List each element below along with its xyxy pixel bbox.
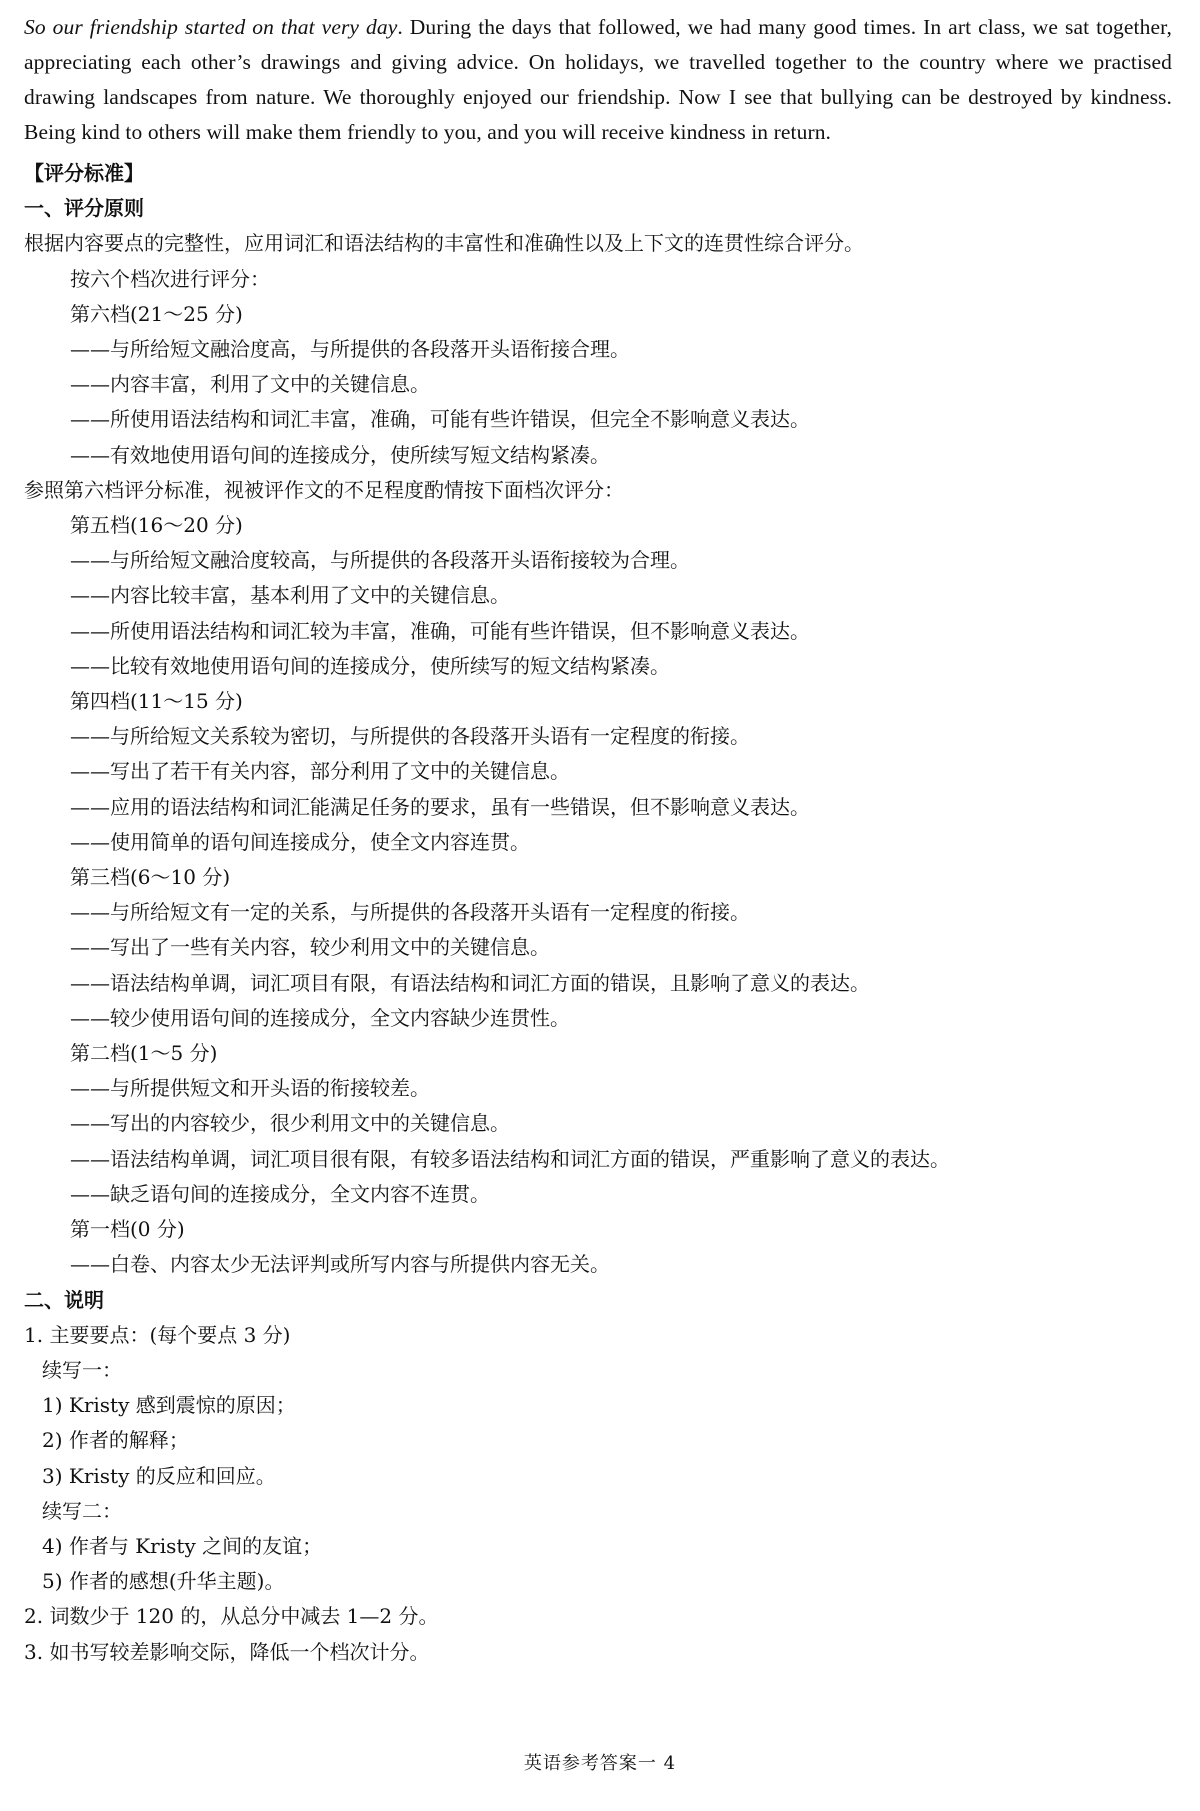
level1-block bbox=[24, 1212, 1172, 1282]
continuation1-label: 续写一： bbox=[42, 1357, 122, 1382]
section2-title: 二、说明 bbox=[24, 1287, 104, 1312]
criterion-item: ——语法结构单调，词汇项目有限，有语法结构和词汇方面的错误，且影响了意义的表达。 bbox=[70, 970, 870, 995]
continuation2-label: 续写二： bbox=[42, 1498, 122, 1523]
passage-italic-lead: So our friendship started on that very day bbox=[24, 15, 398, 39]
criterion-item: ——有效地使用语句间的连接成分，使所续写短文结构紧凑。 bbox=[70, 442, 610, 467]
continuation-passage bbox=[24, 10, 1172, 150]
key-point: 3) Kristy 的反应和回应。 bbox=[42, 1463, 276, 1488]
criterion-item: ——写出了一些有关内容，较少利用文中的关键信息。 bbox=[70, 935, 550, 960]
note-word-count: 2. 词数少于 120 的，从总分中减去 1—2 分。 bbox=[24, 1604, 439, 1629]
level-title: 第四档(11～15 分) bbox=[70, 689, 243, 714]
level4-block bbox=[24, 684, 1172, 860]
criterion-item: ——使用简单的语句间连接成分，使全文内容连贯。 bbox=[70, 829, 530, 854]
level6-block bbox=[24, 297, 1172, 473]
level-title: 第五档(16～20 分) bbox=[70, 513, 243, 538]
page-footer: 英语参考答案一 4 bbox=[523, 1753, 677, 1774]
key-point: 4) 作者与 Kristy 之间的友谊； bbox=[42, 1533, 323, 1558]
criterion-item: ——与所给短文融洽度较高，与所提供的各段落开头语衔接较为合理。 bbox=[70, 548, 690, 573]
criterion-item: ——缺乏语句间的连接成分，全文内容不连贯。 bbox=[70, 1181, 490, 1206]
reference-note: 参照第六档评分标准，视被评作文的不足程度酌情按下面档次评分： bbox=[24, 477, 624, 502]
section1-title: 一、评分原则 bbox=[24, 196, 144, 221]
passage-body: . During the days that followed, we had many good times. In art class, we sat together, appreciating each other’s drawings and giving advice. On holidays, we travelled together to the country where we practised drawing landscapes from nature. We thoroughly enjoyed our friendship. Now I see that bullying can be destroyed by kindness. Being kind to others will make them friendly to you, and you will receive kindness in return. bbox=[24, 15, 1172, 144]
criterion-item: ——与所给短文有一定的关系，与所提供的各段落开头语有一定程度的衔接。 bbox=[70, 900, 750, 925]
criterion-item: ——语法结构单调，词汇项目很有限，有较多语法结构和词汇方面的错误，严重影响了意义的表达。 bbox=[70, 1146, 950, 1171]
level2-block bbox=[24, 1036, 1172, 1212]
level-title: 第一档(0 分) bbox=[70, 1217, 185, 1242]
key-point: 5) 作者的感想(升华主题)。 bbox=[42, 1569, 285, 1594]
note-main-points: 1. 主要要点：(每个要点 3 分) bbox=[24, 1322, 291, 1347]
criterion-item: ——写出了若干有关内容，部分利用了文中的关键信息。 bbox=[70, 759, 570, 784]
level-title: 第二档(1～5 分) bbox=[70, 1041, 218, 1066]
level3-block bbox=[24, 860, 1172, 1036]
scoring-heading: 【评分标准】 bbox=[24, 161, 144, 185]
scoring-principle: 根据内容要点的完整性，应用词汇和语法结构的丰富性和准确性以及上下文的连贯性综合评分。 bbox=[24, 231, 864, 256]
criterion-item: ——比较有效地使用语句间的连接成分，使所续写的短文结构紧凑。 bbox=[70, 653, 670, 678]
key-point: 2) 作者的解释； bbox=[42, 1428, 189, 1453]
level5-block bbox=[24, 508, 1172, 684]
criterion-item: ——内容比较丰富，基本利用了文中的关键信息。 bbox=[70, 583, 510, 608]
criterion-item: ——与所给短文关系较为密切，与所提供的各段落开头语有一定程度的衔接。 bbox=[70, 724, 750, 749]
criterion-item: ——所使用语法结构和词汇较为丰富，准确，可能有些许错误，但不影响意义表达。 bbox=[70, 618, 810, 643]
criterion-item: ——白卷、内容太少无法评判或所写内容与所提供内容无关。 bbox=[70, 1252, 610, 1277]
six-levels-intro: 按六个档次进行评分： bbox=[70, 266, 270, 291]
criterion-item: ——内容丰富，利用了文中的关键信息。 bbox=[70, 372, 430, 397]
criterion-item: ——应用的语法结构和词汇能满足任务的要求，虽有一些错误，但不影响意义表达。 bbox=[70, 794, 810, 819]
criterion-item: ——写出的内容较少，很少利用文中的关键信息。 bbox=[70, 1111, 510, 1136]
criterion-item: ——与所提供短文和开头语的衔接较差。 bbox=[70, 1076, 430, 1101]
level-title: 第三档(6～10 分) bbox=[70, 865, 231, 890]
note-handwriting: 3. 如书写较差影响交际，降低一个档次计分。 bbox=[24, 1639, 430, 1664]
key-point: 1) Kristy 感到震惊的原因； bbox=[42, 1393, 296, 1418]
criterion-item: ——较少使用语句间的连接成分，全文内容缺少连贯性。 bbox=[70, 1005, 570, 1030]
level-title: 第六档(21～25 分) bbox=[70, 301, 243, 326]
criterion-item: ——所使用语法结构和词汇丰富，准确，可能有些许错误，但完全不影响意义表达。 bbox=[70, 407, 810, 432]
criterion-item: ——与所给短文融洽度高，与所提供的各段落开头语衔接合理。 bbox=[70, 337, 630, 362]
